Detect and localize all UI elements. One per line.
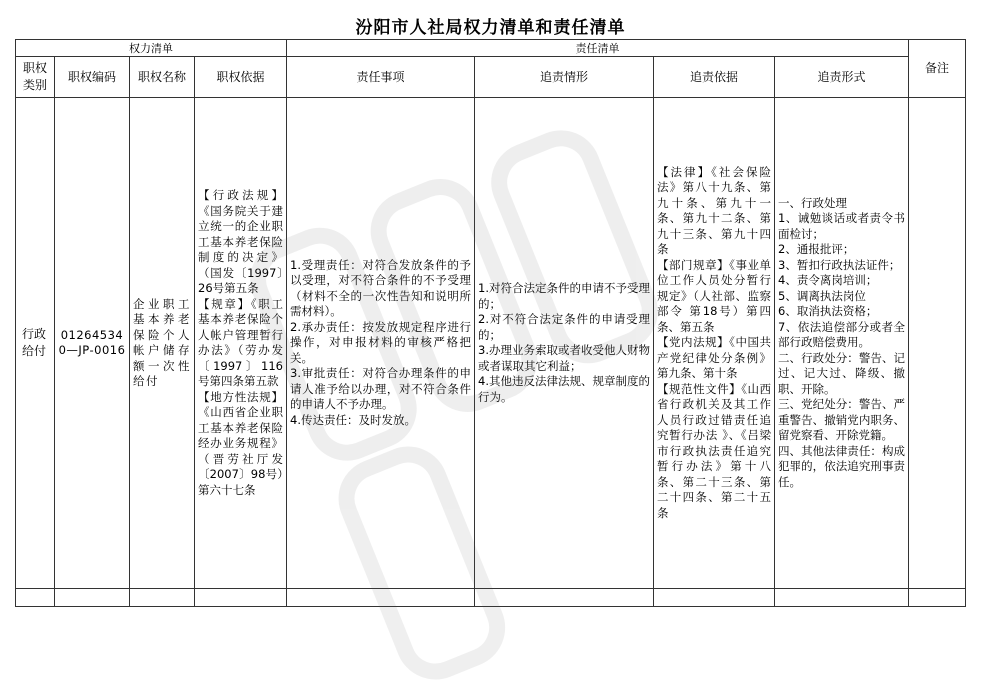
code-header: 职权编码 (55, 57, 130, 98)
liability-form-value: 一、行政处理 1、诫勉谈话或者责令书面检讨； 2、通报批评； 3、暂扣行政执法证件； 4、责令离岗培训； 5、调离执法岗位 6、取消执法资格； 7、依法追偿部分或者全部行政赔偿费用。 二、行政处分：警告、记过、记大过、降级、撤职、开除。 三、党纪处分：警告、严重警告、撤销党内职务、留党察看、开除党籍。 四、其他法律责任：构成犯罪的，依法追究刑事责任。 (778, 195, 905, 489)
page-title: 汾阳市人社局权力清单和责任清单 (355, 18, 626, 38)
basis-cell (195, 98, 287, 589)
empty-row (16, 589, 966, 607)
basis-header: 职权依据 (195, 57, 287, 98)
code-cell (55, 98, 130, 589)
duty-header: 责任事项 (287, 57, 475, 98)
situation-cell (475, 98, 654, 589)
responsibility-list-group-header: 责任清单 (287, 40, 909, 57)
duty-cell (287, 98, 475, 589)
liability-form-header: 追责形式 (775, 57, 909, 98)
liability-basis-value: 【法律】《社会保险法》第八十九条、第九十条、第九十一条、第九十二条、第九十三条、第九十四条 【部门规章】《事业单位工作人员处分暂行规定》（人社部、监察部令 第18号）第四条、第五条 【党内法规】《中国共产党纪律处分条例》第九条、第十条 【规范性文件】《山西省行政机关及其工作人员行政过错责任追究暂行办法 》、《吕梁市行政执法责任追究暂行办法》第十八条、第二十三条、第二十四条、第二十五条 (657, 164, 771, 520)
liability-form-cell (775, 98, 909, 589)
liability-basis-header: 追责依据 (654, 57, 775, 98)
power-list-group-header: 权力清单 (16, 40, 287, 57)
situation-value: 1.对符合法定条件的申请不予受理的； 2.对不符合法定条件的申请受理的； 3.办理业务索取或者收受他人财物或者谋取其它利益； 4.其他违反法律法规、规章制度的行为。 (478, 281, 650, 404)
remark-header: 备注 (909, 40, 966, 98)
category-value: 行政给付 (22, 327, 47, 358)
category-header (16, 57, 55, 98)
remark-cell (909, 98, 966, 589)
liability-basis-cell (654, 98, 775, 589)
name-cell (130, 98, 195, 589)
code-value: 012645340—JP-0016 (58, 327, 126, 357)
situation-header: 追责情形 (475, 57, 654, 98)
name-header: 职权名称 (130, 57, 195, 98)
duty-value: 1.受理责任：对符合发放条件的予以受理，对不符合条件的不予受理（材料不全的一次性告知和说明所需材料）。 2.承办责任：按发放规定程序进行操作，对申报材料的审核严格把关。 3.审批责任：对符合办理条件的申请人准予给以办理，对不符合条件的申请人不予办理。 4.传达责任：及时发放。 (290, 257, 471, 427)
category-cell (16, 98, 55, 589)
list-sheet (15, 12, 965, 612)
power-responsibility-table (15, 12, 966, 607)
category-header-text: 职权类别 (22, 61, 47, 92)
table-row (16, 98, 966, 589)
basis-value: 【行政法规】《国务院关于建立统一的企业职工基本养老保险制度的决定》（国发〔1997〕26号第五条 【规章】《职工基本养老保险个人帐户管理暂行办法》（劳办发〔1997〕116号第四条第五款 【地方性法规】《山西省企业职工基本养老保险经办业务规程》（晋劳社厅发〔2007〕98号）第六十七条 (198, 188, 283, 497)
name-value: 企业职工基本养老保险个人帐户储存额一次性给付 (133, 296, 191, 388)
